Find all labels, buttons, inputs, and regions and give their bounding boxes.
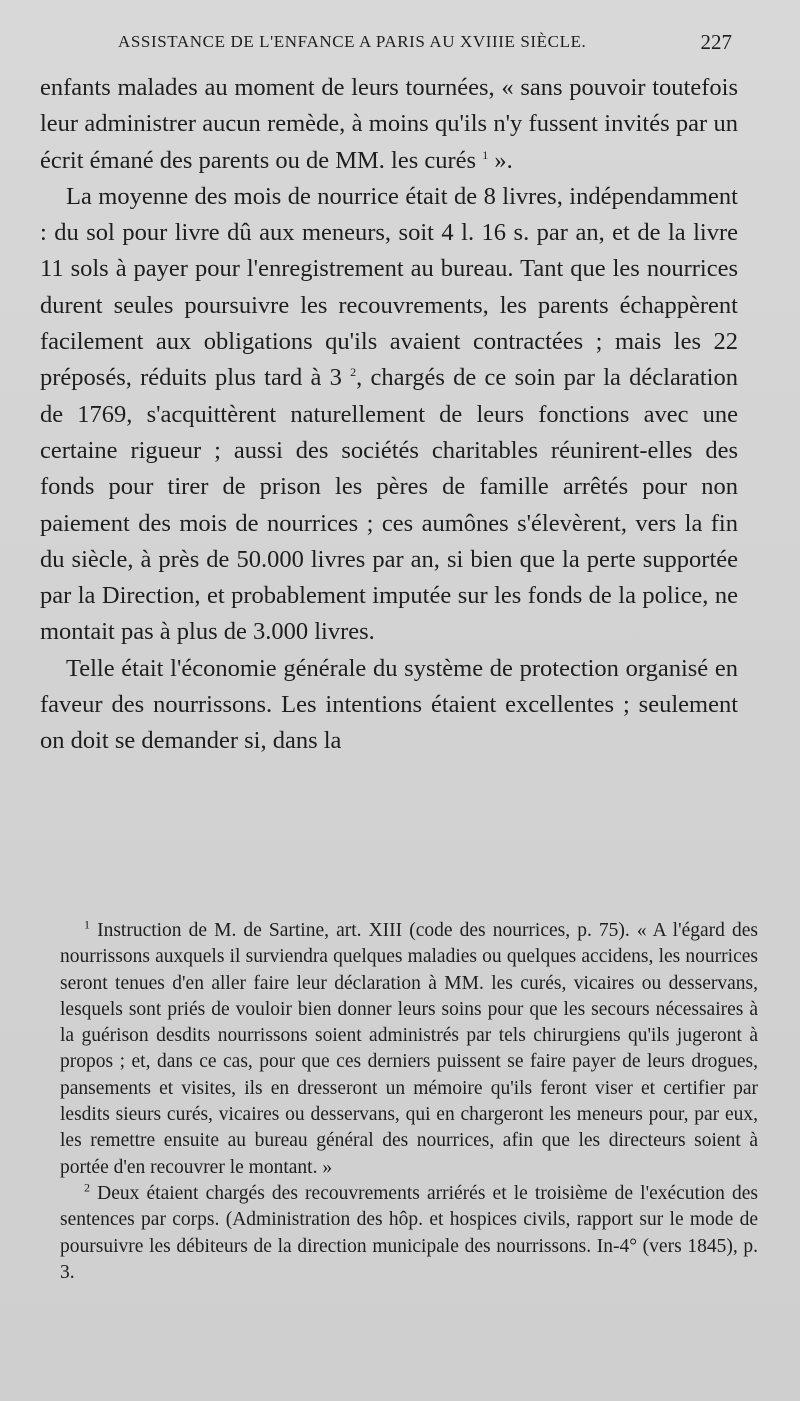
paragraph-3 [40, 651, 738, 760]
footnote-marker: 2 [84, 1180, 90, 1195]
footnote-1 [60, 918, 758, 1181]
page-header [118, 32, 732, 58]
paragraph-text: La moyenne des mois de nourrice était de 8 livres, indépendamment : du sol pour livre dû aux meneurs, soit 4 l. 16 s. par an, et de la livre 11 sols à payer pour l'enregistrement au bureau. Tant que les nourrices durent seules poursuivre les recouvrements, les parents échappèrent facilement aux obligations qu'ils avaient contractées ; mais les 22 préposés, réduits plus tard à 3 [40, 182, 738, 392]
page-number: 227 [700, 30, 732, 54]
footnote-2 [60, 1181, 758, 1286]
footnote-marker: 1 [84, 917, 90, 932]
footnote-ref: 1 [482, 147, 489, 162]
paragraph-text: , chargés de ce soin par la déclaration de 1769, s'acquittèrent naturellement de leurs fonctions avec une certaine rigueur ; aussi des sociétés charitables réunirent-elles des fonds pour tirer de prison les pères de famille arrêtés pour non paiement des mois de nourrices ; ces aumônes s'élevèrent, vers la fin du siècle, à près de 50.000 livres par an, si bien que la perte supportée par la Direction, et probablement imputée sur les fonds de la police, ne montait pas à plus de 3.000 livres. [40, 364, 738, 646]
paragraph-text: ». [488, 146, 513, 174]
footnote-text: Instruction de M. de Sartine, art. XIII (code des nourrices, p. 75). « A l'égard des nourrissons auxquels il surviendra quelques maladies ou quelques accidens, les nourrices seront tenues d'en aller faire leur déclaration à MM. les curés, vicaires ou desservans, lesquels sont priés de vouloir bien donner leurs soins pour que les secours nécessaires à la guérison desdits nourrissons soient administrés par tels chirurgiens qu'ils jugeront à propos ; et, dans ce cas, pour que ces derniers puissent se faire payer de leurs drogues, pansements et visites, ils en dresseront un mémoire qu'ils feront viser et certifier par lesdits sieurs curés, vicaires ou desservans, qui en chargeront les meneurs pour, par eux, les remettre ensuite au bureau général des nourrices, afin que les directeurs soient à portée d'en recouvrer le montant. » [60, 920, 758, 1178]
body-text [40, 70, 738, 760]
paragraph-2 [40, 179, 738, 651]
footnotes [60, 918, 758, 1286]
paragraph-text: Telle était l'économie générale du système de protection organisé en faveur des nourrissons. Les intentions étaient excellentes ; seulement on doit se demander si, dans la [40, 654, 738, 755]
paragraph-1 [40, 70, 738, 179]
footnote-text: Deux étaient chargés des recouvrements arriérés et le troisième de l'exécution des sentences par corps. (Administration des hôp. et hospices civils, rapport sur le mode de poursuivre les débiteurs de la direction municipale des nourrissons. In-4° (vers 1845), p. 3. [60, 1182, 759, 1283]
footnote-ref: 2 [350, 365, 357, 380]
paragraph-text: enfants malades au moment de leurs tournées, « sans pouvoir toutefois leur administrer aucun remède, à moins qu'ils n'y fussent invités par un écrit émané des parents ou de MM. les curés [40, 74, 738, 174]
running-head: ASSISTANCE DE L'ENFANCE A PARIS AU XVIIIE SIÈCLE. [118, 32, 587, 51]
